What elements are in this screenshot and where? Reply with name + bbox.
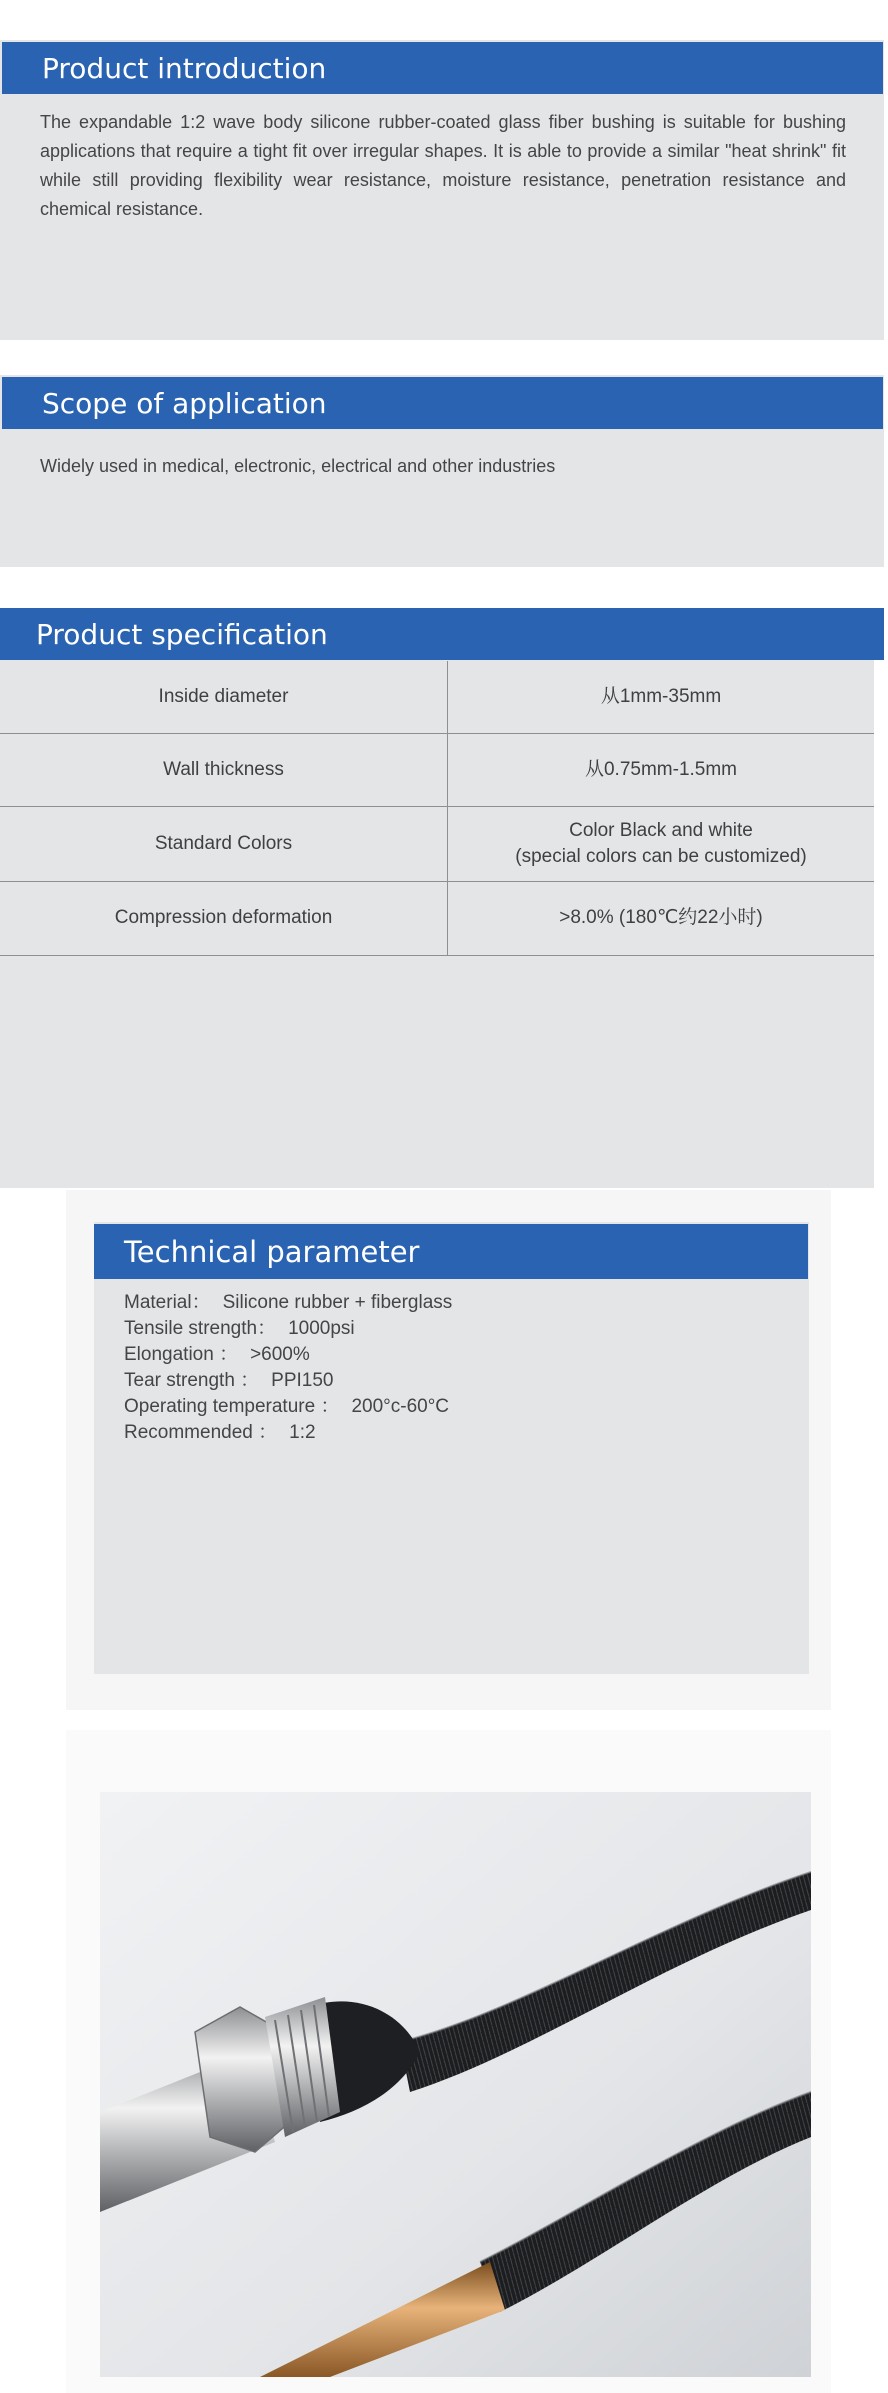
technical-parameter-heading: Technical parameter <box>94 1224 808 1279</box>
sleeved-cable-with-fitting-photo <box>100 1792 811 2377</box>
param-value: PPI150 <box>271 1370 334 1391</box>
product-specification-heading: Product specification <box>0 608 884 660</box>
specification-table <box>0 661 874 956</box>
spec-key: Inside diameter <box>0 661 448 733</box>
spec-value: 从1mm-35mm <box>448 661 875 733</box>
scope-of-application-heading: Scope of application <box>2 377 883 429</box>
param-value: >600% <box>250 1344 310 1365</box>
spec-key: Wall thickness <box>0 733 448 806</box>
table-row <box>0 661 874 733</box>
spec-key: Standard Colors <box>0 806 448 881</box>
list-item <box>124 1316 452 1342</box>
spec-value: 从0.75mm-1.5mm <box>448 733 875 806</box>
spec-value-line: (special colors can be customized) <box>515 845 807 867</box>
param-label: Tear strength ： <box>124 1370 260 1391</box>
param-value: 1000psi <box>288 1318 355 1339</box>
spec-value <box>448 806 875 881</box>
list-item <box>124 1394 452 1420</box>
list-item <box>124 1342 452 1368</box>
spec-value: >8.0% (180℃约22小时) <box>448 881 875 955</box>
param-label: Recommended ： <box>124 1422 278 1443</box>
product-introduction-heading: Product introduction <box>2 42 883 94</box>
table-row <box>0 806 874 881</box>
list-item <box>124 1290 452 1316</box>
param-value: 200°c-60°C <box>351 1396 450 1417</box>
param-value: 1:2 <box>289 1422 316 1443</box>
table-row <box>0 733 874 806</box>
list-item <box>124 1420 452 1446</box>
spec-key: Compression deformation <box>0 881 448 955</box>
param-label: Operating temperature ： <box>124 1396 340 1417</box>
param-label: Tensile strength： <box>124 1318 277 1339</box>
scope-of-application-text: Widely used in medical, electronic, electrical and other industries <box>40 456 556 476</box>
spec-value-line: Color Black and white <box>569 819 753 841</box>
product-introduction-text: The expandable 1:2 wave body silicone rubber-coated glass fiber bushing is suitable for bushing applications that require a tight fit over irregular shapes. It is able to provide a similar "heat shrink" fit while still providing flexibility wear resistance, moisture resistance, penetration resistance and chemical resistance. <box>40 112 846 219</box>
table-row <box>0 881 874 955</box>
param-value: Silicone rubber + fiberglass <box>222 1292 453 1313</box>
param-label: Material： <box>124 1292 211 1313</box>
list-item <box>124 1368 452 1394</box>
param-label: Elongation ： <box>124 1344 239 1365</box>
technical-parameter-list <box>124 1290 452 1446</box>
